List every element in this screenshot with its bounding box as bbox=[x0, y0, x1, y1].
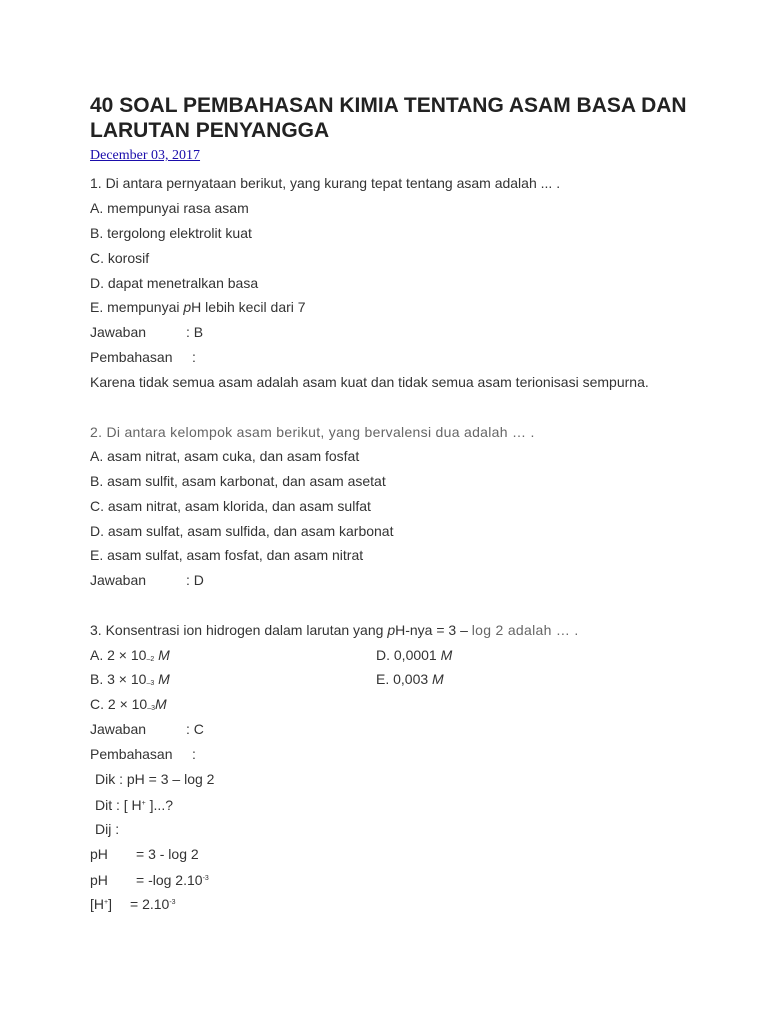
q3-option-b-text: B. 3 × 10 bbox=[90, 671, 147, 687]
q3-option-c-text: C. 2 × 10 bbox=[90, 696, 148, 712]
q1-answer-label: Jawaban bbox=[90, 324, 147, 340]
q3-asked-text: Dit : [ H bbox=[95, 797, 142, 813]
q3-asked-rest: ]...? bbox=[145, 797, 173, 813]
q2-answer bbox=[90, 571, 204, 589]
q3-step-3-exponent: -3 bbox=[169, 899, 176, 906]
q3-option-a-unit: M bbox=[154, 647, 170, 663]
q2-option-b: B. asam sulfit, asam karbonat, dan asam asetat bbox=[90, 473, 386, 489]
q2-option-a: A. asam nitrat, asam cuka, dan asam fosfat bbox=[90, 448, 360, 464]
q3-known: Dik : pH = 3 – log 2 bbox=[95, 771, 215, 787]
q3-question-p: p bbox=[387, 622, 396, 638]
q3-option-d bbox=[376, 646, 452, 664]
q3-option-c bbox=[90, 695, 167, 718]
q1-answer-value: : B bbox=[186, 324, 204, 340]
q3-option-b-exponent: –3 bbox=[146, 680, 155, 687]
q2-option-e: E. asam sulfat, asam fosfat, dan asam nitrat bbox=[90, 547, 364, 563]
q2-option-c: C. asam nitrat, asam klorida, dan asam sulfat bbox=[90, 498, 371, 514]
q1-option-d: D. dapat menetralkan basa bbox=[90, 275, 259, 291]
q3-step-1-label: pH bbox=[90, 846, 108, 862]
q3-step-2 bbox=[90, 870, 209, 889]
q1-option-e-rest: H lebih kecil dari 7 bbox=[191, 299, 306, 315]
q1-option-e bbox=[90, 298, 306, 316]
q3-step-2-value: = -log 2.10 bbox=[136, 872, 203, 888]
q3-step-3 bbox=[90, 894, 176, 913]
q3-option-a-exponent: –2 bbox=[146, 656, 155, 663]
q3-option-e-text: E. 0,003 bbox=[376, 671, 433, 687]
q3-explanation-colon: : bbox=[192, 746, 196, 762]
q2-answer-value: : D bbox=[186, 572, 204, 588]
q3-option-c-unit: M bbox=[155, 696, 167, 712]
q3-answer bbox=[90, 720, 204, 738]
q3-step-1-value: = 3 - log 2 bbox=[136, 846, 199, 862]
q3-answer-label: Jawaban bbox=[90, 721, 147, 737]
q1-explanation: Karena tidak semua asam adalah asam kuat dan tidak semua asam terionisasi sempurna. bbox=[90, 374, 649, 390]
article-title: 40 SOAL PEMBAHASAN KIMIA TENTANG ASAM BASA DAN LARUTAN PENYANGGA bbox=[90, 94, 687, 142]
q1-explanation-label: Pembahasan bbox=[90, 349, 173, 365]
q3-option-b bbox=[90, 670, 170, 693]
q3-step-2-label: pH bbox=[90, 872, 108, 888]
q1-option-c: C. korosif bbox=[90, 250, 150, 266]
q3-explanation-heading bbox=[90, 745, 196, 763]
q3-question-mid: H-nya = 3 – bbox=[395, 622, 472, 638]
post-date-link[interactable]: December 03, 2017 bbox=[90, 148, 201, 163]
q2-answer-label: Jawaban bbox=[90, 572, 147, 588]
q3-asked-charge: + bbox=[141, 800, 146, 807]
q3-question-end: log 2 adalah … . bbox=[471, 622, 579, 638]
q3-solution-label: Dij : bbox=[95, 821, 120, 837]
q1-question: 1. Di antara pernyataan berikut, yang kurang tepat tentang asam adalah ... . bbox=[90, 175, 561, 191]
q3-step-3-value: = 2.10 bbox=[130, 896, 170, 912]
q3-step-3-bracket: ] bbox=[108, 896, 112, 912]
q1-answer bbox=[90, 323, 203, 341]
q3-option-e bbox=[376, 670, 444, 688]
q3-option-c-exponent: –3 bbox=[147, 705, 155, 712]
q3-question-text: 3. Konsentrasi ion hidrogen dalam larutan yang bbox=[90, 622, 388, 638]
q1-option-a: A. mempunyai rasa asam bbox=[90, 200, 249, 216]
q3-answer-value: : C bbox=[186, 721, 204, 737]
q2-option-d: D. asam sulfat, asam sulfida, dan asam karbonat bbox=[90, 523, 394, 539]
q1-option-e-p: p bbox=[183, 299, 192, 315]
q3-option-d-unit: M bbox=[440, 647, 453, 663]
q1-explanation-colon: : bbox=[192, 349, 196, 365]
q1-option-b: B. tergolong elektrolit kuat bbox=[90, 225, 252, 241]
q3-asked bbox=[95, 795, 173, 814]
q2-question: 2. Di antara kelompok asam berikut, yang bervalensi dua adalah … . bbox=[90, 424, 535, 440]
q3-step-3-label: [H bbox=[90, 896, 104, 912]
q1-option-e-text: E. mempunyai bbox=[90, 299, 184, 315]
q3-option-a-text: A. 2 × 10 bbox=[90, 647, 147, 663]
q3-option-e-unit: M bbox=[432, 671, 444, 687]
q3-step-2-exponent: -3 bbox=[202, 875, 209, 882]
q1-explanation-heading bbox=[90, 348, 196, 366]
q3-question bbox=[90, 621, 579, 639]
q3-step-1 bbox=[90, 845, 199, 863]
q3-explanation-label: Pembahasan bbox=[90, 746, 173, 762]
q3-option-b-unit: M bbox=[154, 671, 170, 687]
q3-step-3-charge: + bbox=[104, 899, 109, 906]
q3-option-d-text: D. 0,0001 bbox=[376, 647, 441, 663]
q3-option-a bbox=[90, 646, 170, 669]
